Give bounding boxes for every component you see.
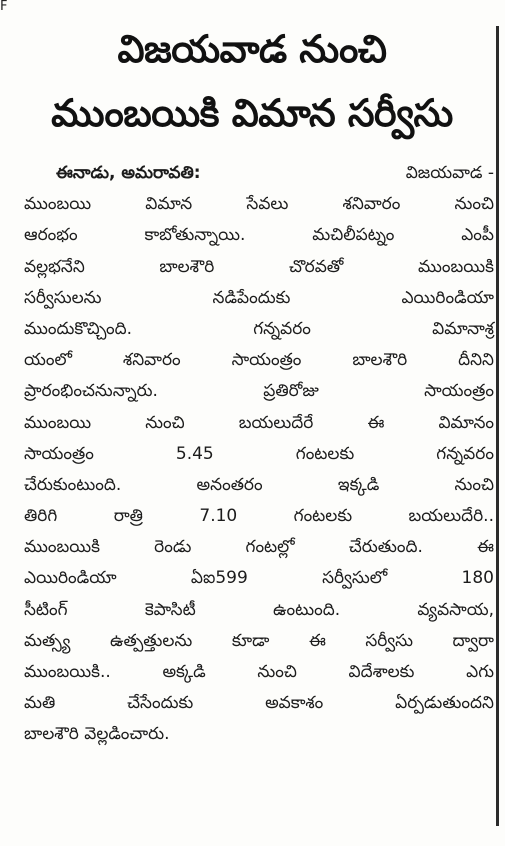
article-line <box>24 314 494 345</box>
article-word: ఎయిరిండియా <box>401 287 494 308</box>
article-word: శనివారం <box>122 350 181 371</box>
article-word: సేవలు <box>246 194 289 215</box>
article-word: సాయంత్రం <box>424 381 494 402</box>
article-word: రెండు <box>154 537 192 558</box>
article-word: నుంచి <box>257 662 297 682</box>
article-line <box>24 688 494 719</box>
article-word: కాబోతున్నాయి. <box>144 225 246 246</box>
article-word: ఎంపీ <box>461 225 494 246</box>
article-line <box>24 532 494 563</box>
article-word: చేసేందుకు <box>127 693 194 714</box>
article-word: ముంబయికి.. <box>24 662 111 682</box>
article-line <box>24 220 494 251</box>
article-line <box>24 376 494 407</box>
article-word: 5.45 <box>175 443 214 464</box>
article-word: సీటింగ్ <box>24 599 68 620</box>
article-word: చేరుకుంటుంది. <box>24 474 122 495</box>
article-word: బయలుదేరి.. <box>408 506 494 527</box>
article-word: తిరిగి <box>24 506 58 527</box>
article-word: ప్రతిరోజు <box>263 381 319 402</box>
article-word: అక్కడి <box>162 662 206 682</box>
article-word: బాలశౌరి <box>352 350 408 371</box>
article-word: సాయంత్రం <box>24 443 94 464</box>
article-word: ఈ <box>367 412 385 433</box>
article-word: చేరుతుంది. <box>348 537 423 558</box>
article-word: నుంచి <box>454 194 494 215</box>
article-line <box>24 501 494 532</box>
article-line <box>24 439 494 470</box>
headline-line-2: ముంబయికి విమాన సర్వీసు <box>51 91 453 135</box>
article-word: దీనిని <box>458 350 494 371</box>
article-word: మచిలీపట్నం <box>312 225 395 246</box>
article-word: సర్వీసు <box>365 630 413 651</box>
article-word: ఉత్పత్తులను <box>109 630 193 651</box>
article-line: బాలశౌరి వెల్లడించారు. <box>24 724 170 745</box>
article-word: ఎయిరిండియా <box>24 568 117 589</box>
article-word: ముందుకొచ్చింది. <box>24 318 132 339</box>
article-word: సాయంత్రం <box>231 350 302 371</box>
article-word: సర్వీసులను <box>24 287 102 308</box>
article-word: యంలో <box>24 350 72 371</box>
article-word: వల్లభనేని <box>24 256 85 277</box>
article-word: గంటలకు <box>295 443 355 464</box>
article-line <box>24 283 494 314</box>
article-word: అవకాశం <box>265 693 324 714</box>
article-word: విమాన <box>145 194 193 215</box>
article-word: ఈ <box>477 537 494 558</box>
article-word: ముంబయి <box>24 194 92 215</box>
article-word: గన్నవరం <box>436 443 494 464</box>
article-body <box>24 158 494 751</box>
article-word: ముంబయి <box>24 412 92 433</box>
article-word: ఉంటుంది. <box>272 599 341 620</box>
article-word: గన్నవరం <box>253 318 311 339</box>
article-word: ఏఐ599 <box>190 568 248 589</box>
article-word: విదేశాలకు <box>348 662 415 682</box>
article-word: 180 <box>461 568 494 589</box>
article-first-line <box>24 158 494 189</box>
article-line <box>24 252 494 283</box>
article-line <box>24 626 494 657</box>
article-word: మత్స్య <box>24 630 71 651</box>
article-word: నుంచి <box>145 412 185 433</box>
article-word: మతి <box>24 693 56 714</box>
article-line <box>24 563 494 594</box>
article-word: 7.10 <box>199 506 238 527</box>
article-word: ముంబయికి <box>24 537 100 558</box>
article-word: కెపాసిటీ <box>144 599 196 620</box>
article-word: ఇక్కడి <box>337 474 380 495</box>
column-rule <box>496 26 499 826</box>
article-word: సర్వీసులో <box>322 568 388 589</box>
article-line <box>24 470 494 501</box>
article-word: వ్యవసాయ, <box>417 599 494 620</box>
article-line <box>24 408 494 439</box>
article-line <box>24 189 494 220</box>
article-line <box>24 345 494 376</box>
article-word: ముంబయికి <box>418 256 494 277</box>
article-word: అనంతరం <box>196 474 263 495</box>
article-word: ద్వారా <box>452 630 494 651</box>
article-word: ఆరంభం <box>24 225 78 246</box>
corner-mark: F <box>0 0 8 14</box>
article-word: నుంచి <box>454 474 494 495</box>
article-word: శనివారం <box>342 194 401 215</box>
article-line: విజయవాడ - <box>405 163 494 183</box>
article-line <box>24 657 494 688</box>
article-word: విమానాశ్ర <box>432 318 494 339</box>
article-line <box>24 595 494 626</box>
article-word: విమానం <box>438 412 494 433</box>
article-word: చొరవతో <box>288 256 344 277</box>
article-word: రాత్రి <box>113 506 143 527</box>
article-word: బయలుదేరే <box>238 412 314 433</box>
article-word: ఎగు <box>466 662 494 682</box>
article-word: గంటల్లో <box>245 537 295 558</box>
article-word: గంటలకు <box>293 506 353 527</box>
headline-line-1: విజయవాడ నుంచి <box>117 27 387 71</box>
article-word: కూడా <box>231 630 270 651</box>
article-word: ఈ <box>308 630 326 651</box>
article-word: ప్రారంభించనున్నారు. <box>24 381 158 402</box>
article-word: బాలశౌరి <box>159 256 215 277</box>
dateline: ఈనాడు, అమరావతి: <box>56 163 201 183</box>
article-word: ఏర్పడుతుందని <box>395 693 494 714</box>
article-word: నడిపేందుకు <box>212 287 291 308</box>
